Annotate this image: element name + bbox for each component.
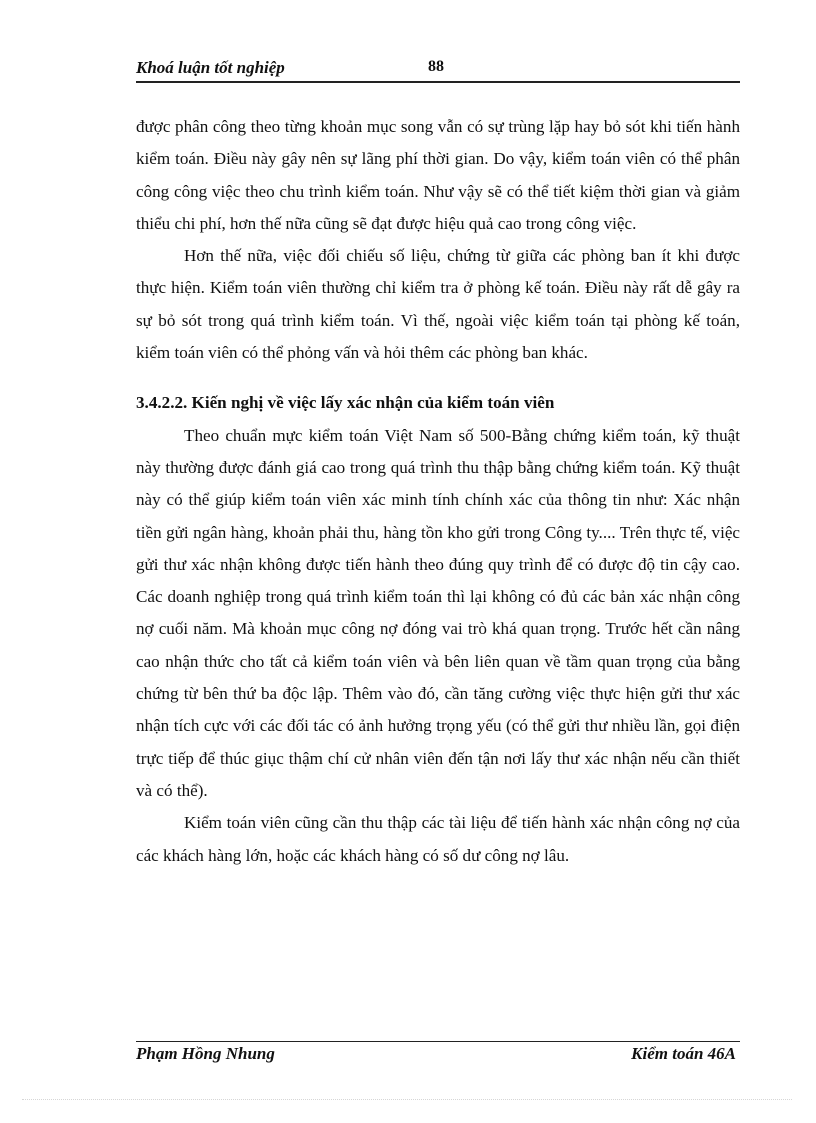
header-title: Khoá luận tốt nghiệp	[136, 58, 285, 77]
footer-author: Phạm Hồng Nhung	[136, 1044, 275, 1063]
paragraph: Theo chuẩn mực kiểm toán Việt Nam số 500-Bằng chứng kiểm toán, kỹ thuật này thường được đánh giá cao trong quá trình thu thập bằng chứng kiểm toán. Kỹ thuật này có thể giúp kiểm toán viên xác minh tính chính xác của thông tin như: Xác nhận tiền gửi ngân hàng, khoản phải thu, hàng tồn kho gửi trong Công ty.... Trên thực tế, việc gửi thư xác nhận không được tiến hành theo đúng quy trình để có được độ tin cậy cao. Các doanh nghiệp trong quá trình kiểm toán thì lại không có đủ các bản xác nhận công nợ cuối năm. Mà khoản mục công nợ đóng vai trò khá quan trọng. Trước hết cần nâng cao nhận thức cho tất cả kiểm toán viên và bên liên quan về tầm quan trọng của bằng chứng từ bên thứ ba độc lập. Thêm vào đó, cần tăng cường việc thực hiện gửi thư xác nhận tích cực với các đối tác có ảnh hưởng trọng yếu (có thể gửi thư nhiều lần, gọi điện trực tiếp để thúc giục thậm chí cử nhân viên đến tận nơi lấy thư xác nhận nếu cần thiết và có thể).	[136, 425, 740, 800]
paragraph: Hơn thế nữa, việc đối chiếu số liệu, chứng từ giữa các phòng ban ít khi được thực hiện. Kiểm toán viên thường chỉ kiểm tra ở phòng kế toán. Điều này rất dễ gây ra sự bỏ sót trong quá trình kiểm toán. Vì thế, ngoài việc kiểm toán tại phòng kế toán, kiểm toán viên có thể phỏng vấn và hỏi thêm các phòng ban khác.	[136, 246, 740, 363]
page-footer	[136, 1041, 740, 1076]
paragraph: Kiểm toán viên cũng cần thu thập các tài liệu để tiến hành xác nhận công nợ của các khách hàng lớn, hoặc các khách hàng có số dư công nợ lâu.	[136, 813, 740, 865]
paragraph: được phân công theo từng khoản mục song vẫn có sự trùng lặp hay bỏ sót khi tiến hành kiểm toán. Điều này gây nên sự lãng phí thời gian. Do vậy, kiểm toán viên có thể phân công công việc theo chu trình kiểm toán. Như vậy sẽ có thể tiết kiệm thời gian và giảm thiểu chi phí, hơn thế nữa cũng sẽ đạt được hiệu quả cao trong công việc.	[136, 117, 740, 233]
page-header	[136, 56, 740, 83]
section-heading: 3.4.2.2. Kiến nghị về việc lấy xác nhận của kiểm toán viên	[136, 393, 555, 413]
footer-class: Kiểm toán 46A	[631, 1044, 736, 1063]
page-bottom-divider	[22, 1099, 792, 1100]
page-number: 88	[428, 58, 444, 75]
document-body	[136, 111, 740, 872]
